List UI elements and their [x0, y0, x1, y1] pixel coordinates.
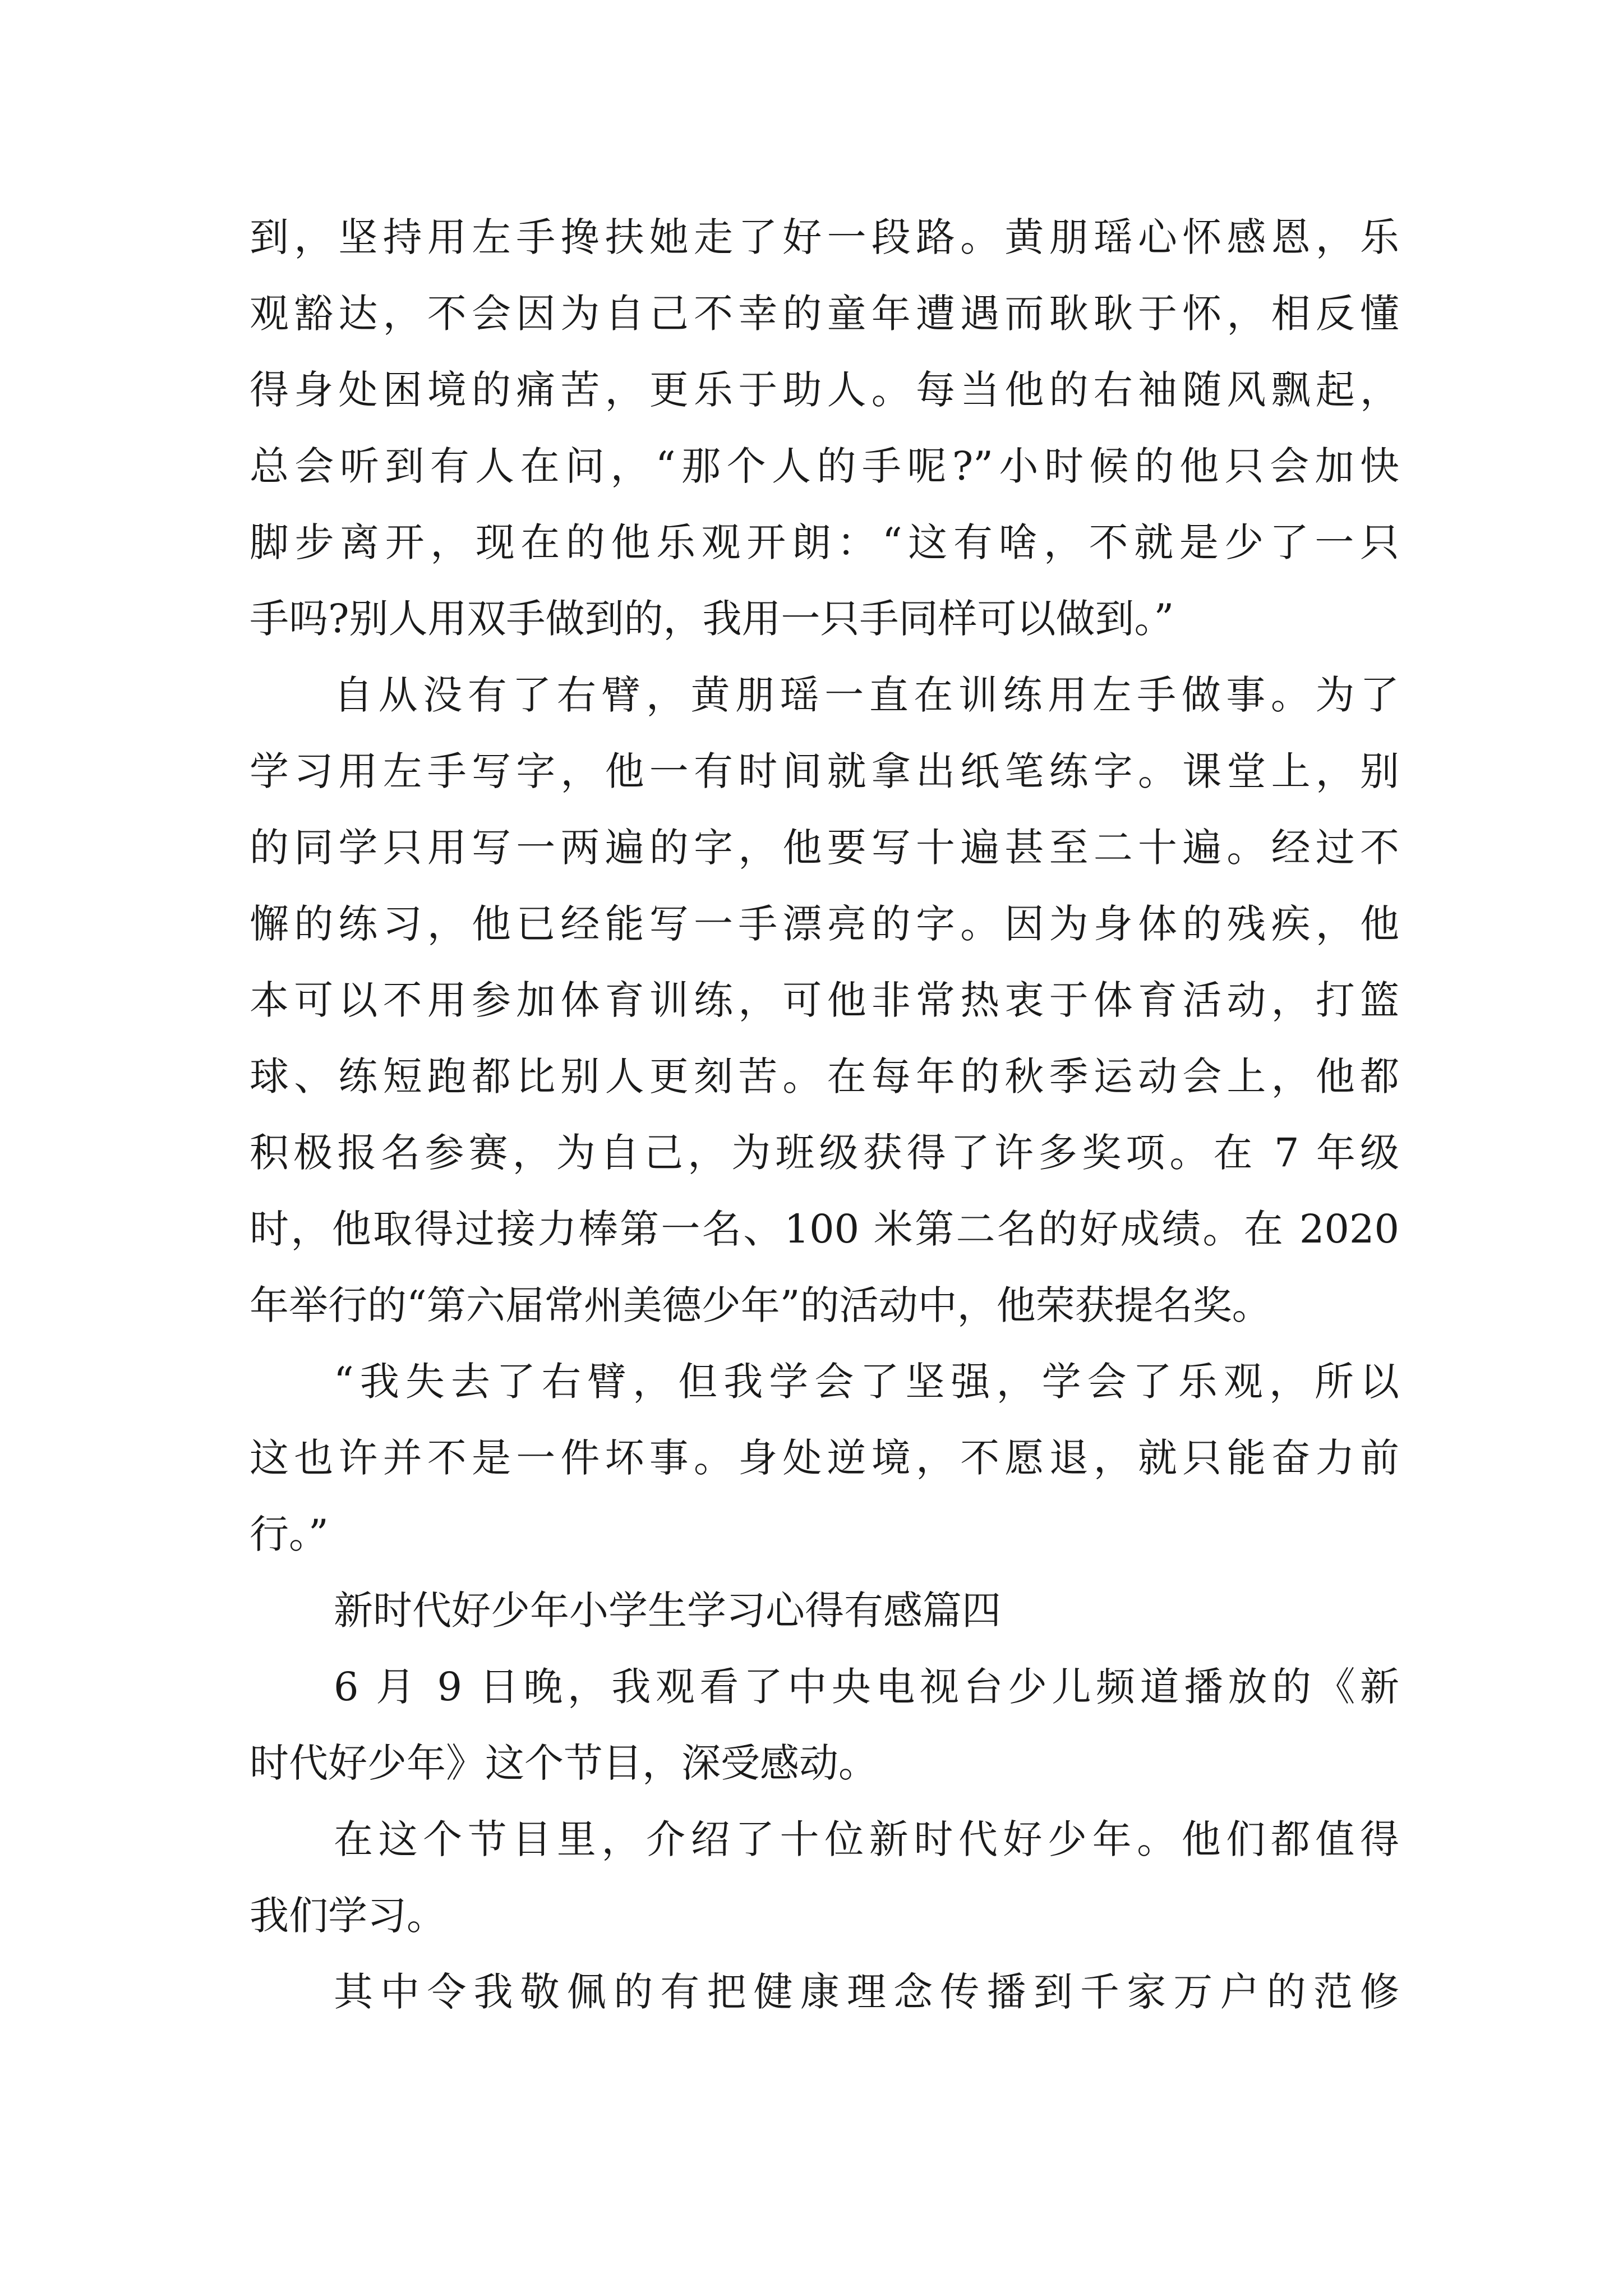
text-line: 积极报名参赛，为自己，为班级获得了许多奖项。在 7 年级 — [250, 1130, 1399, 1176]
text-line: 我们学习。 — [250, 1893, 446, 1939]
text-line: 观豁达，不会因为自己不幸的童年遭遇而耿耿于怀，相反懂 — [250, 291, 1399, 337]
section-heading: 新时代好少年小学生学习心得有感篇四 — [334, 1588, 1001, 1634]
paragraph-start-line: 在这个节目里，介绍了十位新时代好少年。他们都值得 — [334, 1816, 1399, 1862]
paragraph-start-line: “我失去了右臂，但我学会了坚强，学会了乐观，所以 — [334, 1359, 1399, 1405]
text-line: 本可以不用参加体育训练，可他非常热衷于体育活动，打篮 — [250, 977, 1399, 1023]
text-line: 这也许并不是一件坏事。身处逆境，不愿退，就只能奋力前 — [250, 1435, 1399, 1481]
text-line: 时代好少年》这个节目，深受感动。 — [250, 1740, 878, 1786]
text-line: 年举行的“第六届常州美德少年”的活动中，他荣获提名奖。 — [250, 1282, 1271, 1328]
paragraph-start-line: 其中令我敬佩的有把健康理念传播到千家万户的范修 — [334, 1969, 1399, 2015]
paragraph-start-line: 6 月 9 日晚，我观看了中央电视台少儿频道播放的《新 — [334, 1664, 1399, 1710]
text-line: 懈的练习，他已经能写一手漂亮的字。因为身体的残疾，他 — [250, 901, 1399, 947]
text-line: 脚步离开，现在的他乐观开朗：“这有啥，不就是少了一只 — [250, 519, 1399, 565]
text-line: 学习用左手写字，他一有时间就拿出纸笔练字。课堂上，别 — [250, 748, 1399, 794]
text-line: 到，坚持用左手搀扶她走了好一段路。黄朋瑶心怀感恩，乐 — [250, 214, 1399, 260]
body-text — [250, 199, 1399, 2030]
text-line: 手吗?别人用双手做到的，我用一只手同样可以做到。” — [250, 596, 1174, 642]
text-line: 得身处困境的痛苦，更乐于助人。每当他的右袖随风飘起， — [250, 367, 1399, 413]
text-line: 总会听到有人在问，“那个人的手呢?”小时候的他只会加快 — [250, 443, 1399, 489]
text-line: 时，他取得过接力棒第一名、100 米第二名的好成绩。在 2020 — [250, 1206, 1399, 1252]
text-line: 球、练短跑都比别人更刻苦。在每年的秋季运动会上，他都 — [250, 1053, 1399, 1099]
text-line: 行。” — [250, 1511, 329, 1557]
paragraph-start-line: 自从没有了右臂，黄朋瑶一直在训练用左手做事。为了 — [334, 672, 1399, 718]
text-line: 的同学只用写一两遍的字，他要写十遍甚至二十遍。经过不 — [250, 825, 1399, 871]
